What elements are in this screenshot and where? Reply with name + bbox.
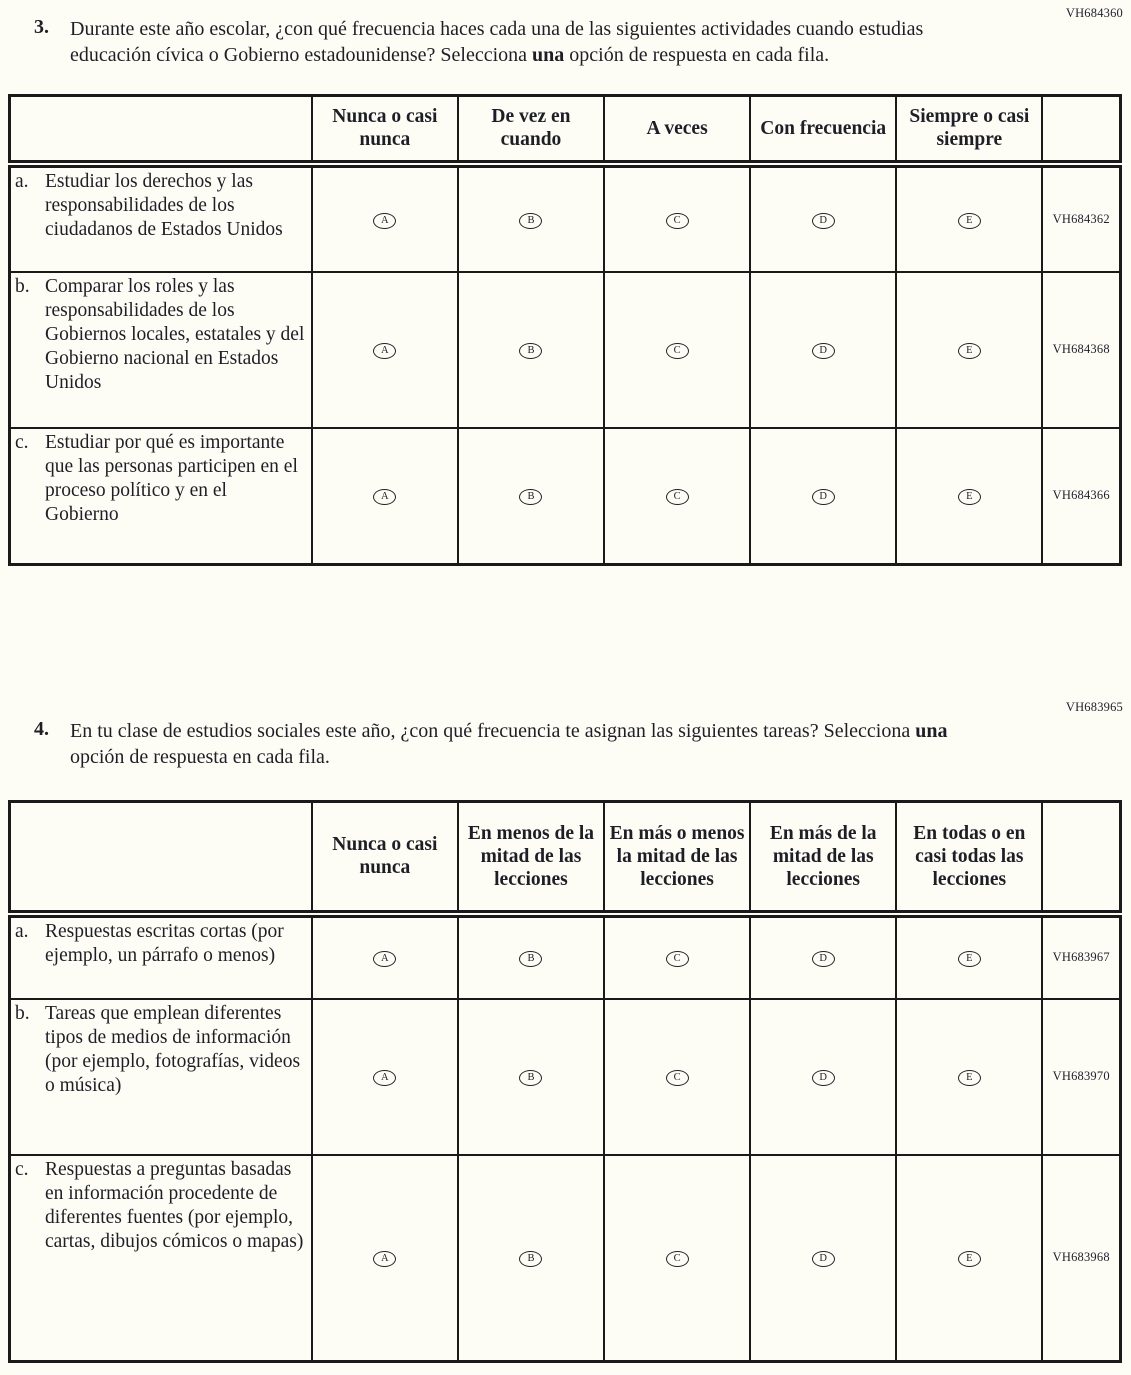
- q3b-option-cell-a[interactable]: [312, 272, 458, 428]
- q3b-option-bubble-e[interactable]: E: [958, 343, 981, 359]
- q3c-option-cell-a[interactable]: [312, 428, 458, 565]
- row-letter: a.: [15, 170, 29, 192]
- row-letter: a.: [15, 920, 29, 942]
- q4-header-code-blank: [1042, 802, 1120, 914]
- q3b-option-bubble-c[interactable]: C: [666, 343, 689, 359]
- q3a-option-bubble-c[interactable]: C: [666, 213, 689, 229]
- q3b-option-cell-b[interactable]: [458, 272, 604, 428]
- q4a-option-bubble-e[interactable]: E: [958, 951, 981, 967]
- row-text: Respuestas escritas cortas (por ejemplo, un párrafo o menos): [45, 920, 284, 966]
- q3-header-col-2: De vez en cuando: [458, 96, 604, 164]
- q3-header-stem-blank: [10, 96, 312, 164]
- q3c-option-bubble-a[interactable]: A: [373, 489, 396, 505]
- q3c-option-cell-d[interactable]: [750, 428, 896, 565]
- q3c-option-cell-c[interactable]: [604, 428, 750, 565]
- q3-row-a-stem: [10, 164, 312, 272]
- q3-accession-code: VH684360: [1065, 6, 1123, 20]
- q3c-option-bubble-c[interactable]: C: [666, 489, 689, 505]
- q3-row-a: [10, 164, 1121, 272]
- q4b-option-cell-b[interactable]: [458, 999, 604, 1155]
- q3-row-c-stem: [10, 428, 312, 565]
- q3-header-col-4: Con frecuencia: [750, 96, 896, 164]
- q3a-option-cell-d[interactable]: [750, 164, 896, 272]
- q3a-option-bubble-d[interactable]: D: [812, 213, 835, 229]
- row-letter: b.: [15, 275, 30, 297]
- q3-header-col-5: Siempre o casi siempre: [896, 96, 1042, 164]
- q4-row-c-stem: [10, 1155, 312, 1362]
- q3b-option-cell-c[interactable]: [604, 272, 750, 428]
- q3b-option-bubble-d[interactable]: D: [812, 343, 835, 359]
- row-text: Comparar los roles y las responsabilidades de los Gobiernos locales, estatales y del Gobierno nacional en Estados Unidos: [45, 275, 305, 393]
- q4b-option-bubble-b[interactable]: B: [519, 1070, 542, 1086]
- q4-response-table: [8, 800, 1122, 1363]
- q3b-option-bubble-a[interactable]: A: [373, 343, 396, 359]
- q3a-option-bubble-e[interactable]: E: [958, 213, 981, 229]
- q3a-option-cell-c[interactable]: [604, 164, 750, 272]
- q4-header-col-4: En más de la mitad de las lecciones: [750, 802, 896, 914]
- q4-row-c-code: VH683968: [1042, 1155, 1120, 1362]
- q4a-option-bubble-c[interactable]: C: [666, 951, 689, 967]
- q3b-option-cell-e[interactable]: [896, 272, 1042, 428]
- q4a-option-cell-c[interactable]: [604, 914, 750, 999]
- q4c-option-cell-b[interactable]: [458, 1155, 604, 1362]
- q4-row-a-stem: [10, 914, 312, 999]
- q4-header-col-2: En menos de la mitad de las lecciones: [458, 802, 604, 914]
- q4-row-c: [10, 1155, 1121, 1362]
- q3-header-code-blank: [1042, 96, 1120, 164]
- q4b-option-bubble-c[interactable]: C: [666, 1070, 689, 1086]
- q4-row-b: [10, 999, 1121, 1155]
- q4-text-before: En tu clase de estudios sociales este año, ¿con qué frecuencia te asignan las siguientes tareas? Selecciona: [70, 720, 916, 742]
- q4a-option-cell-e[interactable]: [896, 914, 1042, 999]
- q4-text-after: opción de respuesta en cada fila.: [70, 746, 330, 768]
- q3c-option-bubble-d[interactable]: D: [812, 489, 835, 505]
- q4a-option-cell-d[interactable]: [750, 914, 896, 999]
- q3-row-c: [10, 428, 1121, 565]
- q4-row-b-code: VH683970: [1042, 999, 1120, 1155]
- row-letter: b.: [15, 1002, 30, 1024]
- question-4-number: 4.: [34, 718, 49, 740]
- q4-accession-code: VH683965: [1065, 700, 1123, 714]
- q4b-option-cell-d[interactable]: [750, 999, 896, 1155]
- q3b-option-cell-d[interactable]: [750, 272, 896, 428]
- q4c-option-bubble-e[interactable]: E: [958, 1251, 981, 1267]
- q4-header-col-3: En más o menos la mitad de las lecciones: [604, 802, 750, 914]
- q4a-option-cell-a[interactable]: [312, 914, 458, 999]
- q3-row-a-code: VH684362: [1042, 164, 1120, 272]
- q3-row-b: [10, 272, 1121, 428]
- q3a-option-cell-b[interactable]: [458, 164, 604, 272]
- question-4-text: [70, 718, 950, 770]
- q4-header-col-5: En todas o en casi todas las lecciones: [896, 802, 1042, 914]
- row-letter: c.: [15, 1158, 29, 1180]
- q4c-option-bubble-b[interactable]: B: [519, 1251, 542, 1267]
- q3-header-col-3: A veces: [604, 96, 750, 164]
- q4-header-stem-blank: [10, 802, 312, 914]
- row-text: Respuestas a preguntas basadas en información procedente de diferentes fuentes (por ejemplo, cartas, dibujos cómicos o mapas): [45, 1158, 304, 1252]
- q4b-option-bubble-d[interactable]: D: [812, 1070, 835, 1086]
- q4a-option-bubble-b[interactable]: B: [519, 951, 542, 967]
- q3c-option-cell-b[interactable]: [458, 428, 604, 565]
- q3b-option-bubble-b[interactable]: B: [519, 343, 542, 359]
- q3c-option-bubble-e[interactable]: E: [958, 489, 981, 505]
- q4b-option-bubble-e[interactable]: E: [958, 1070, 981, 1086]
- q4c-option-cell-e[interactable]: [896, 1155, 1042, 1362]
- row-letter: c.: [15, 431, 29, 453]
- q4c-option-cell-c[interactable]: [604, 1155, 750, 1362]
- q3-header-row: [10, 96, 1121, 164]
- q4a-option-bubble-d[interactable]: D: [812, 951, 835, 967]
- q3c-option-cell-e[interactable]: [896, 428, 1042, 565]
- q4c-option-bubble-d[interactable]: D: [812, 1251, 835, 1267]
- q4-row-b-stem: [10, 999, 312, 1155]
- q3-bold-word: una: [532, 44, 565, 66]
- question-3-number: 3.: [34, 16, 49, 38]
- q4-header-row: [10, 802, 1121, 914]
- q3a-option-bubble-b[interactable]: B: [519, 213, 542, 229]
- q4c-option-cell-d[interactable]: [750, 1155, 896, 1362]
- q4c-option-bubble-a[interactable]: A: [373, 1251, 396, 1267]
- q4a-option-cell-b[interactable]: [458, 914, 604, 999]
- question-4: [0, 718, 950, 770]
- q4c-option-cell-a[interactable]: [312, 1155, 458, 1362]
- q3-row-c-code: VH684366: [1042, 428, 1120, 565]
- q4-row-a: [10, 914, 1121, 999]
- q4b-option-bubble-a[interactable]: A: [373, 1070, 396, 1086]
- question-3: [0, 0, 1131, 68]
- q3a-option-cell-e[interactable]: [896, 164, 1042, 272]
- q4-row-a-code: VH683967: [1042, 914, 1120, 999]
- question-3-text: [70, 16, 950, 68]
- row-text: Estudiar los derechos y las responsabilidades de los ciudadanos de Estados Unidos: [45, 170, 283, 240]
- q3-header-col-1: Nunca o casi nunca: [312, 96, 458, 164]
- q3-row-b-code: VH684368: [1042, 272, 1120, 428]
- q3-text-before: Durante este año escolar, ¿con qué frecuencia haces cada una de las siguientes actividades cuando estudias educación cívica o Gobierno estadounidense? Selecciona: [70, 18, 924, 66]
- q3-response-table: [8, 94, 1122, 566]
- row-text: Estudiar por qué es importante que las personas participen en el proceso político y en el Gobierno: [45, 431, 298, 525]
- q4b-option-cell-e[interactable]: [896, 999, 1042, 1155]
- q3-text-after: opción de respuesta en cada fila.: [564, 44, 830, 66]
- q4a-option-bubble-a[interactable]: A: [373, 951, 396, 967]
- q4-header-col-1: Nunca o casi nunca: [312, 802, 458, 914]
- q3c-option-bubble-b[interactable]: B: [519, 489, 542, 505]
- q3a-option-bubble-a[interactable]: A: [373, 213, 396, 229]
- q4b-option-cell-c[interactable]: [604, 999, 750, 1155]
- q3a-option-cell-a[interactable]: [312, 164, 458, 272]
- q3-row-b-stem: [10, 272, 312, 428]
- q4b-option-cell-a[interactable]: [312, 999, 458, 1155]
- row-text: Tareas que emplean diferentes tipos de medios de información (por ejemplo, fotografías, videos o música): [45, 1002, 301, 1096]
- q4c-option-bubble-c[interactable]: C: [666, 1251, 689, 1267]
- q4-bold-word: una: [915, 720, 948, 742]
